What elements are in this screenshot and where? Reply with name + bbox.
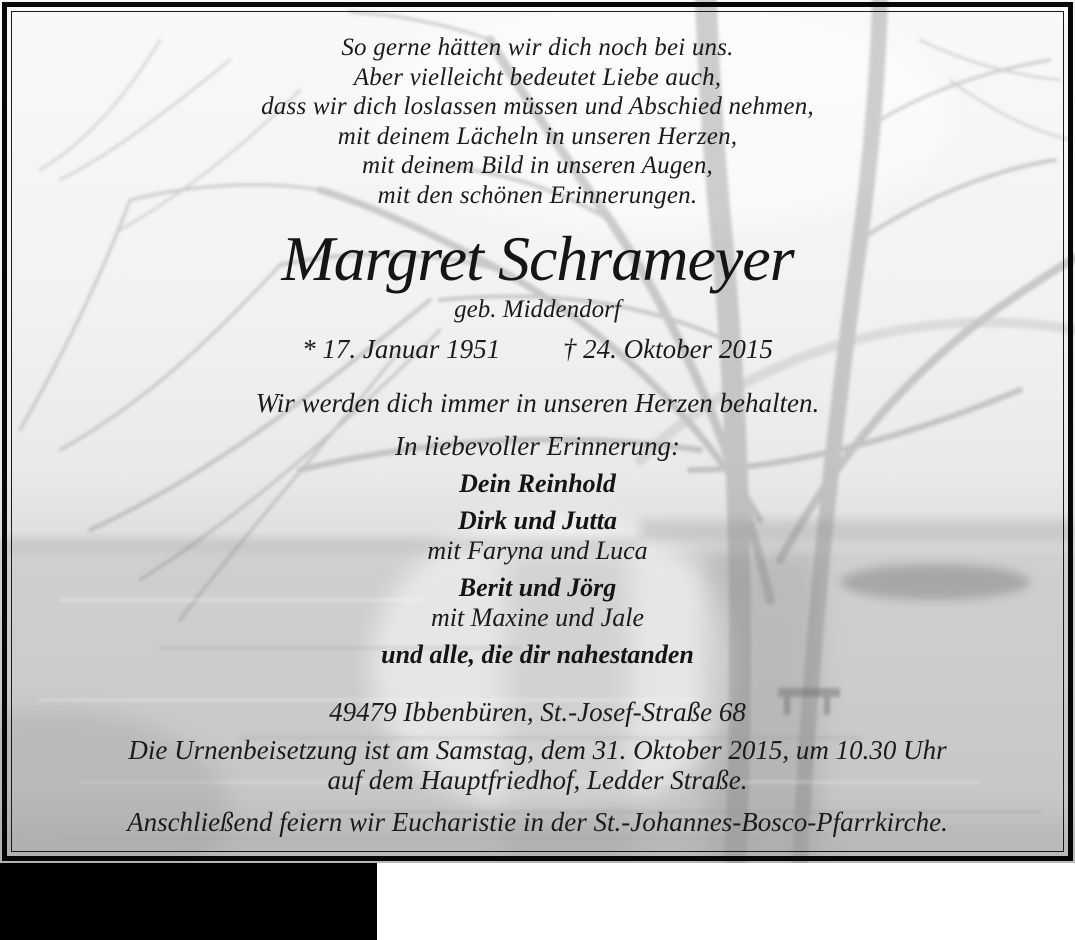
poem-line: So gerne hätten wir dich noch bei uns. bbox=[341, 34, 734, 61]
notice-content bbox=[13, 0, 1062, 863]
funeral-line: auf dem Hauptfriedhof, Ledder Straße. bbox=[327, 765, 748, 795]
deceased-name: Margret Schrameyer bbox=[281, 223, 794, 294]
funeral-info bbox=[13, 735, 1062, 795]
life-dates bbox=[13, 333, 1062, 365]
opening-poem bbox=[13, 0, 1062, 210]
mourner-line: mit Faryna und Luca bbox=[427, 536, 648, 565]
memory-intro: In liebevoller Erinnerung: bbox=[395, 431, 680, 461]
poem-line: mit deinem Bild in unseren Augen, bbox=[362, 152, 713, 179]
mourner-line: Dirk und Jutta bbox=[458, 506, 617, 535]
funeral-line: Die Urnenbeisetzung ist am Samstag, dem 31. Oktober 2015, um 10.30 Uhr bbox=[128, 735, 947, 765]
tribute-line: Wir werden dich immer in unseren Herzen behalten. bbox=[255, 388, 820, 418]
mourner-line: mit Maxine und Jale bbox=[431, 603, 644, 632]
service-info: Anschließend feiern wir Eucharistie in der St.-Johannes-Bosco-Pfarrkirche. bbox=[127, 807, 948, 837]
birth-date: * 17. Januar 1951 bbox=[302, 334, 501, 364]
mourner-line: und alle, die dir nahestanden bbox=[381, 640, 694, 669]
mourner-line: Dein Reinhold bbox=[459, 469, 616, 498]
poem-line: mit den schönen Erinnerungen. bbox=[377, 181, 698, 209]
death-date: † 24. Oktober 2015 bbox=[562, 334, 773, 364]
home-address: 49479 Ibbenbüren, St.-Josef-Straße 68 bbox=[329, 697, 746, 727]
poem-line: Aber vielleicht bedeutet Liebe auch, bbox=[353, 63, 722, 91]
maiden-name: geb. Middendorf bbox=[454, 296, 621, 323]
mourners-list bbox=[13, 469, 1062, 670]
mourner-line: Berit und Jörg bbox=[458, 573, 617, 602]
poem-line: mit deinem Lächeln in unseren Herzen, bbox=[337, 122, 738, 150]
poem-line: dass wir dich loslassen müssen und Abschied nehmen, bbox=[261, 93, 814, 120]
bottom-black-block bbox=[0, 863, 377, 940]
